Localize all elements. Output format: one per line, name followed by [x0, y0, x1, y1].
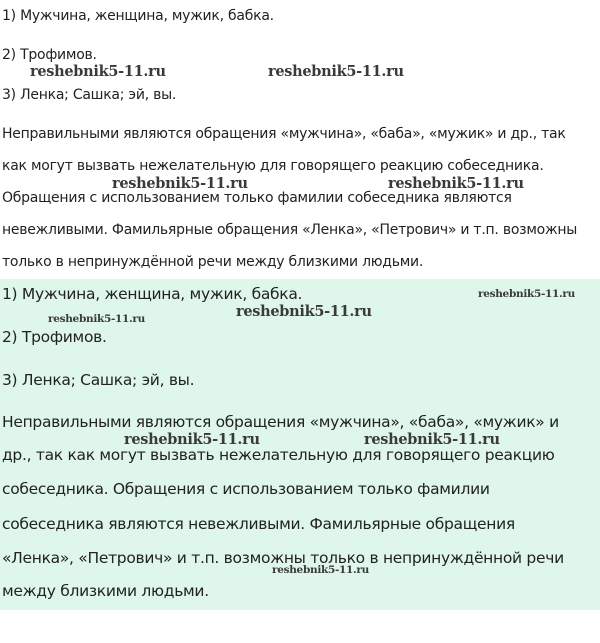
answer-block-highlighted — [0, 279, 600, 610]
answer-line-1: 1) Мужчина, женщина, мужик, бабка. — [2, 8, 274, 24]
explanation-line-4: собеседника являются невежливыми. Фамильярные обращения — [2, 515, 515, 533]
explanation-line-2: как могут вызвать нежелательную для говорящего реакцию собеседника. — [2, 158, 544, 174]
watermark: reshebnik5-11.ru — [30, 63, 166, 80]
answer-line-1: 1) Мужчина, женщина, мужик, бабка. — [2, 285, 303, 303]
answer-line-2: 2) Трофимов. — [2, 328, 107, 346]
watermark: reshebnik5-11.ru — [272, 564, 369, 576]
explanation-line-5: только в непринуждённой речи между близкими людьми. — [2, 254, 424, 270]
answer-line-3: 3) Ленка; Сашка; эй, вы. — [2, 87, 177, 103]
watermark: reshebnik5-11.ru — [112, 175, 248, 192]
watermark: reshebnik5-11.ru — [478, 288, 575, 300]
answer-line-3: 3) Ленка; Сашка; эй, вы. — [2, 371, 195, 389]
explanation-line-3: Обращения с использованием только фамилии собеседника являются — [2, 190, 512, 206]
explanation-line-5: «Ленка», «Петрович» и т.п. возможны только в непринуждённой речи — [2, 549, 564, 567]
watermark: reshebnik5-11.ru — [388, 175, 524, 192]
explanation-line-2: др., так как могут вызвать нежелательную для говорящего реакцию — [2, 446, 555, 464]
explanation-line-4: невежливыми. Фамильярные обращения «Ленка», «Петрович» и т.п. возможны — [2, 222, 578, 238]
watermark: reshebnik5-11.ru — [48, 313, 145, 325]
explanation-line-6: между близкими людьми. — [2, 582, 209, 600]
answer-line-2: 2) Трофимов. — [2, 47, 97, 63]
explanation-line-3: собеседника. Обращения с использованием только фамилии — [2, 480, 490, 498]
watermark: reshebnik5-11.ru — [236, 303, 372, 320]
watermark: reshebnik5-11.ru — [364, 431, 500, 448]
explanation-line-1: Неправильными являются обращения «мужчина», «баба», «мужик» и — [2, 413, 559, 431]
watermark: reshebnik5-11.ru — [124, 431, 260, 448]
watermark: reshebnik5-11.ru — [268, 63, 404, 80]
explanation-line-1: Неправильными являются обращения «мужчина», «баба», «мужик» и др., так — [2, 126, 566, 142]
